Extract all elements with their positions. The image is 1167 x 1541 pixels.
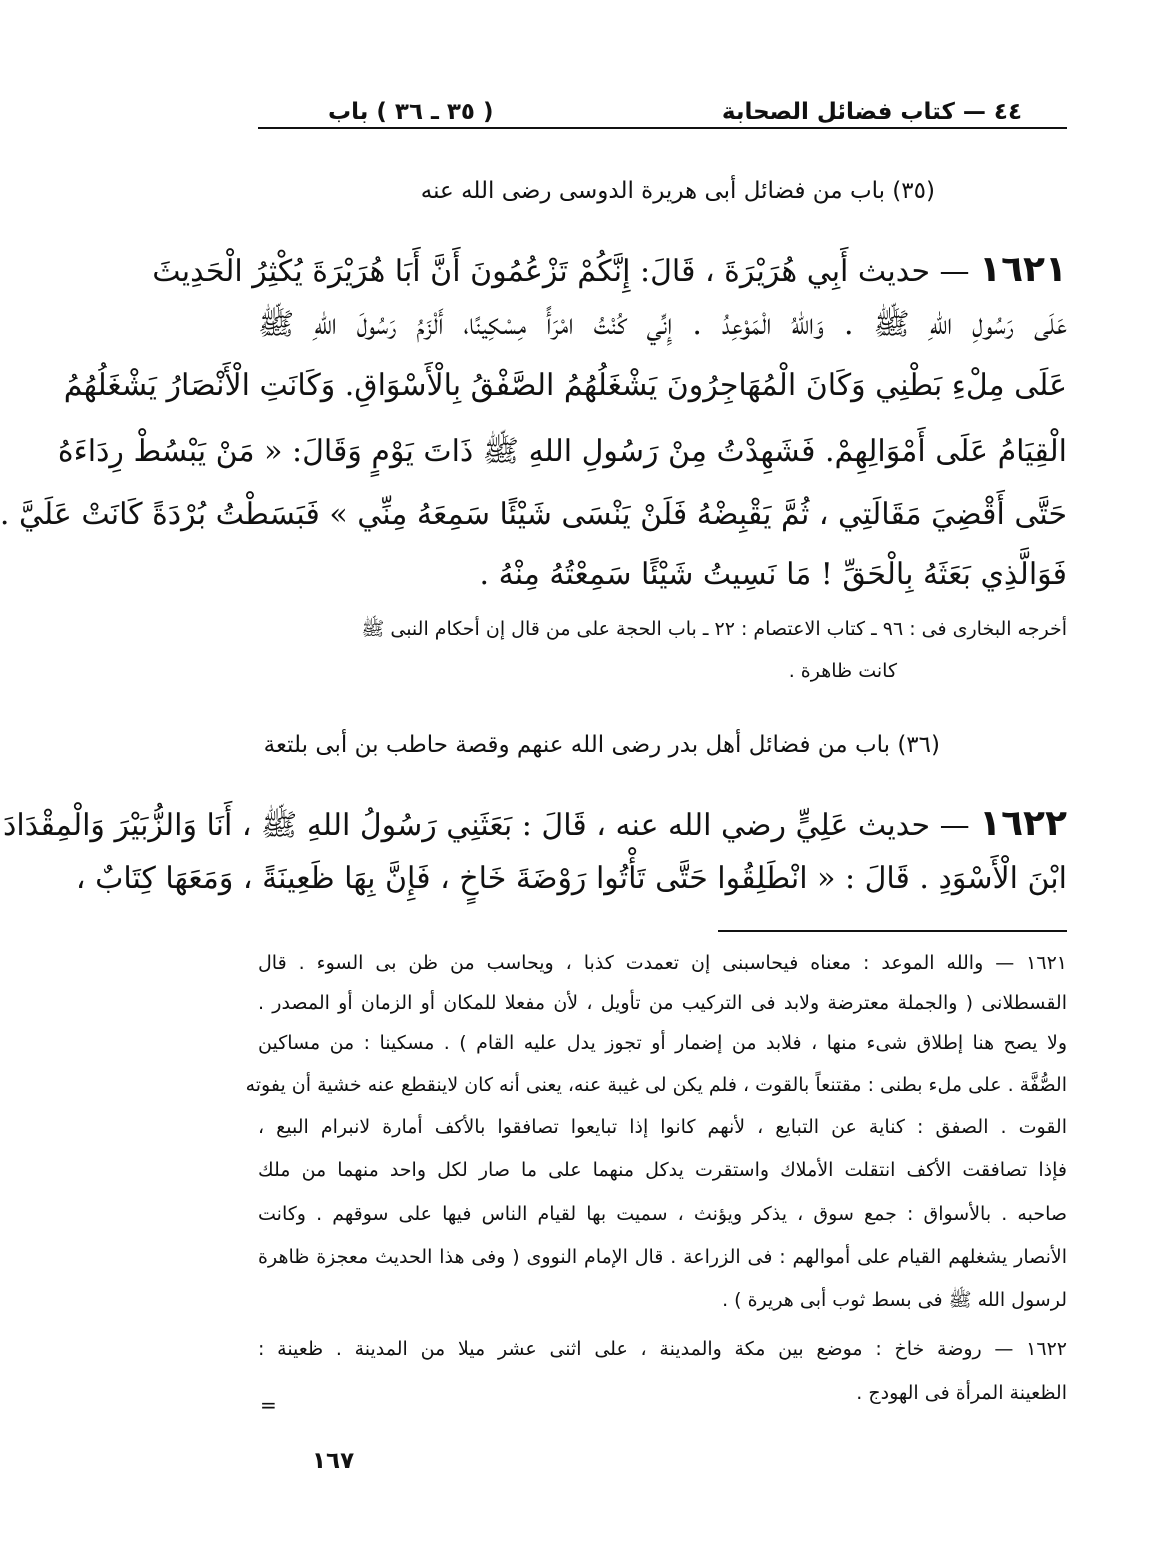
hadith-1621-line-6: فَوَالَّذِي بَعَثَهُ بِالْحَقِّ ! مَا نَسِيتُ شَيْئًا سَمِعْتُهُ مِنْهُ .: [479, 557, 1067, 592]
hadith-1621-line-5: حَتَّى أَقْضِيَ مَقَالَتِي ، ثُمَّ يَقْبِضْهُ فَلَنْ يَنْسَى شَيْئًا سَمِعَهُ مِنِّي » فَبَسَطْتُ بُرْدَةً كَانَتْ عَلَيَّ .: [0, 497, 1067, 532]
hadith-number-1621: ١٦٢١: [979, 249, 1067, 290]
footnote-line: صاحبه . بالأسواق : جمع سوق ، يذكر ويؤنث ، سميت بها لقيام الناس فيها على سوقهم . وكانت: [258, 1203, 1067, 1225]
footnote-line: الأنصار يشغلهم القيام على أموالهم : فى الزراعة . قال الإمام النووى ( وفى هذا الحديث معجزة ظاهرة: [258, 1246, 1067, 1268]
source-reference-line-1: أخرجه البخارى فى : ٩٦ ـ كتاب الاعتصام : ٢٢ ـ باب الحجة على من قال إن أحكام النبى ﷺ: [361, 618, 1067, 640]
footnote-line: القوت . الصفق : كناية عن التبايع ، لأنهم كانوا إذا تبايعوا تصافقوا بالأكف أمارة لانبرام البيع ،: [258, 1116, 1067, 1138]
footnote-line: ١٦٢١ — والله الموعد : معناه فيحاسبنى إن تعمدت كذبا ، ويحاسب من ظن بى السوء . قال: [258, 952, 1067, 974]
footnote-line: القسطلانى ( والجملة معترضة ولابد فى التركيب من تأويل ، لأن مفعلا للمكان أو الزمان أو المصدر .: [258, 992, 1067, 1014]
header-chapter-range: ( ٣٥ ـ ٣٦ ) باب: [328, 99, 494, 125]
footnote-line: ١٦٢٢ — روضة خاخ : موضع بين مكة والمدينة ، على اثنى عشر ميلا من المدينة . ظعينة :: [258, 1338, 1067, 1360]
source-reference-line-2: كانت ظاهرة .: [788, 660, 897, 682]
footnote-line: فإذا تصافقت الأكف انتقلت الأملاك واستقرت يدكل منهما على ما صار لكل واحد منهما من ملك: [258, 1159, 1067, 1181]
page-number: ١٦٧: [312, 1448, 355, 1474]
hadith-1621-line-3: عَلَى مِلْءِ بَطْنِي وَكَانَ الْمُهَاجِرُونَ يَشْغَلُهُمُ الصَّفْقُ بِالْأَسْوَاقِ. وَكَانَتِ الْأَنْصَارُ يَشْغَلُهُمُ: [63, 368, 1067, 403]
chapter-heading-35: (٣٥) باب من فضائل أبى هريرة الدوسى رضى الله عنه: [420, 178, 935, 204]
hadith-number-1622: ١٦٢٢: [979, 803, 1067, 844]
footnote-line: الظعينة المرأة فى الهودج .: [856, 1382, 1067, 1404]
header-rule: [258, 127, 1067, 129]
footnote-line: الصُّفَّة . على ملء بطنى : مقتنعاً بالقوت ، فلم يكن لى غيبة عنه، يعنى أنه كان لاينقطع عنه خشية أن يفوته: [245, 1074, 1067, 1096]
footnote-continuation-marker: =: [260, 1393, 277, 1417]
hadith-1621-line-1: ١٦٢١ — حديث أَبِي هُرَيْرَةَ ، قَالَ: إِنَّكُمْ تَزْعُمُونَ أَنَّ أَبَا هُرَيْرَةَ يُكْثِرُ الْحَدِيثَ: [152, 249, 1067, 290]
hadith-1621-line-4: الْقِيَامُ عَلَى أَمْوَالِهِمْ. فَشَهِدْتُ مِنْ رَسُولِ اللهِ ﷺ ذَاتَ يَوْمٍ وَقَالَ: « مَنْ يَبْسُطْ رِدَاءَهُ: [57, 434, 1067, 469]
chapter-heading-36: (٣٦) باب من فضائل أهل بدر رضى الله عنهم وقصة حاطب بن أبى بلتعة: [263, 732, 940, 758]
hadith-1622-line-1: ١٦٢٢ — حديث عَلِيٍّ رضي الله عنه ، قَالَ : بَعَثَنِي رَسُولُ اللهِ ﷺ ، أَنَا وَالزُّبَيْرَ وَالْمِقْدَادَ: [3, 803, 1067, 844]
footnote-rule: [718, 930, 1067, 932]
header-book-title: ٤٤ — كتاب فضائل الصحابة: [721, 99, 1022, 125]
hadith-1621-line-2: عَلَى رَسُولِ اللهِ ﷺ . وَاللهُ الْمَوْعِدُ . إِنِّي كُنْتُ امْرَأً مِسْكِينًا، أَلْزَمُ رَسُولَ اللهِ ﷺ: [258, 307, 1067, 342]
hadith-1622-line-2: ابْنَ الْأَسْوَدِ . قَالَ : « انْطَلِقُوا حَتَّى تَأْتُوا رَوْضَةَ خَاخٍ ، فَإِنَّ بِهَا ظَعِينَةً ، وَمَعَهَا كِتَابٌ ،: [75, 861, 1067, 896]
footnote-line: لرسول الله ﷺ فى بسط ثوب أبى هريرة ) .: [722, 1289, 1067, 1311]
footnote-line: ولا يصح هنا إطلاق شىء منها ، فلابد من إضمار أو تجوز يدل عليه القام ) . مسكينا : من مساكين: [258, 1032, 1067, 1054]
running-header: [328, 92, 1022, 132]
